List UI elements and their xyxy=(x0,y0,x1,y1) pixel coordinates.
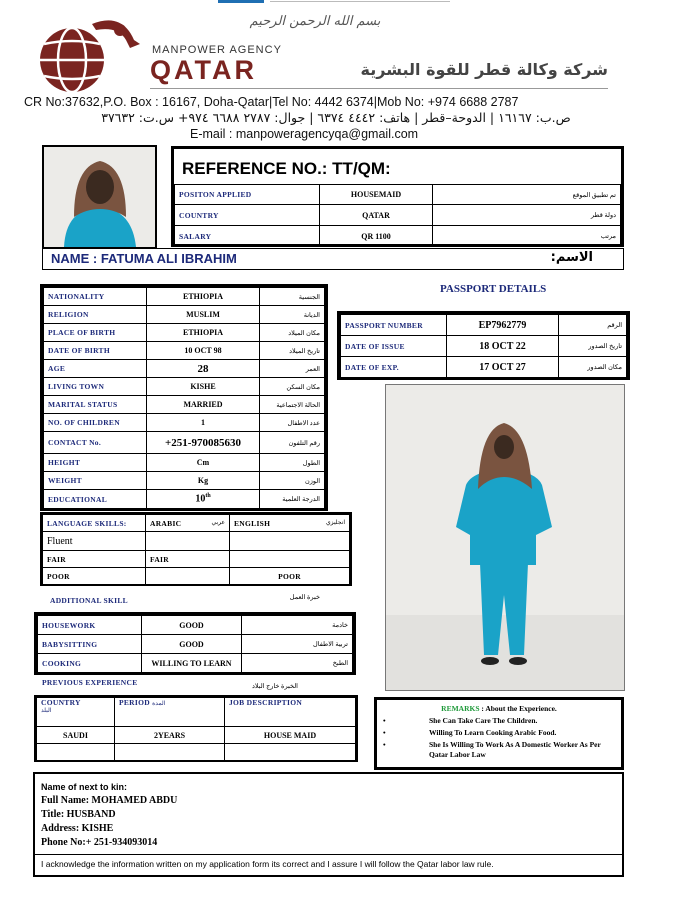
expiry-date-ar: مكان الصدور xyxy=(559,357,627,378)
babysitting-label: BABYSITTING xyxy=(38,635,142,654)
bullet-icon: • xyxy=(383,728,386,737)
poor-english-value: POOR xyxy=(230,568,350,585)
weight-label: WEIGHT xyxy=(44,472,147,490)
kin-relation: Title: HUSBAND xyxy=(41,809,116,820)
globe-logo-icon xyxy=(22,14,142,94)
children-value: 1 xyxy=(147,414,260,432)
remarks-item-text: She Can Take Care The Children. xyxy=(429,716,538,725)
fluent-arabic-cell xyxy=(146,532,230,551)
reference-table xyxy=(174,184,621,247)
kin-address: Address: KISHE xyxy=(41,823,114,834)
weight-ar: الوزن xyxy=(260,472,325,490)
candidate-name-ar: الاسم: xyxy=(550,250,593,265)
education-ar: الدرجة العلمية xyxy=(260,490,325,509)
arabic-header-en: ARABIC xyxy=(150,518,182,528)
children-ar: عدد الاطفال xyxy=(260,414,325,432)
period-col-en: PERIOD xyxy=(119,698,150,707)
salary-ar: مرتب xyxy=(433,226,621,247)
candidate-name: NAME : FATUMA ALI IBRAHIM xyxy=(51,251,237,266)
education-label: EDUCATIONAL xyxy=(44,490,147,509)
poor-arabic-cell xyxy=(146,568,230,585)
weight-value: Kg xyxy=(147,472,260,490)
fluent-english-cell xyxy=(230,532,350,551)
english-header xyxy=(230,515,350,532)
marital-status-ar: الحالة الاجتماعية xyxy=(260,396,325,414)
passport-box xyxy=(337,311,630,380)
additional-skill-title-ar: خبرة العمل xyxy=(289,594,320,601)
remarks-heading xyxy=(383,704,615,713)
previous-experience-table xyxy=(36,697,356,761)
name-bar xyxy=(42,248,624,270)
agency-small-name: MANPOWER AGENCY xyxy=(152,44,282,56)
empty-cell xyxy=(225,744,356,761)
expiry-date-label: DATE OF EXP. xyxy=(341,357,447,378)
cooking-ar: الطبخ xyxy=(242,654,353,673)
experience-job-value: HOUSE MAID xyxy=(225,727,356,744)
cooking-value: WILLING TO LEARN xyxy=(142,654,242,673)
nationality-ar: الجنسية xyxy=(260,288,325,306)
remarks-item xyxy=(383,716,615,726)
age-value: 28 xyxy=(147,360,260,378)
remarks-item-text: She Is Willing To Work As A Domestic Worker As Per Qatar Labor Law xyxy=(429,740,601,759)
issue-date-ar: تاريخ الصدور xyxy=(559,336,627,357)
marital-status-value: MARRIED xyxy=(147,396,260,414)
remarks-label-rest: : About the Experience. xyxy=(481,704,557,713)
place-of-birth-value: ETHIOPIA xyxy=(147,324,260,342)
remarks-list xyxy=(383,716,615,760)
job-col-header: JOB DESCRIPTION xyxy=(225,698,356,727)
religion-ar: الديانة xyxy=(260,306,325,324)
kin-full-name: Full Name: MOHAMED ABDU xyxy=(41,795,178,806)
living-town-label: LIVING TOWN xyxy=(44,378,147,396)
bismillah-calligraphy: بسم الله الرحمن الرحيم xyxy=(249,14,381,29)
babysitting-ar: تربية الاطفال xyxy=(242,635,353,654)
salary-label: SALARY xyxy=(175,226,320,247)
country-col-header xyxy=(37,698,115,727)
fair-arabic-value: FAIR xyxy=(146,551,230,568)
education-value xyxy=(147,490,260,509)
fair-label: FAIR xyxy=(43,551,146,568)
country-ar: دولة قطر xyxy=(433,205,621,226)
language-skills-label: LANGUAGE SKILLS: xyxy=(43,515,146,532)
nationality-label: NATIONALITY xyxy=(44,288,147,306)
nationality-value: ETHIOPIA xyxy=(147,288,260,306)
date-of-birth-ar: تاريخ الميلاد xyxy=(260,342,325,360)
contact-label: CONTACT No. xyxy=(44,432,147,454)
reference-box xyxy=(171,146,624,247)
top-accent-bar xyxy=(218,0,264,3)
language-table xyxy=(42,514,350,585)
experience-country-value: SAUDI xyxy=(37,727,115,744)
previous-experience-box xyxy=(34,695,358,762)
passport-table xyxy=(340,314,627,378)
english-header-ar: انجليزي xyxy=(325,519,345,526)
housework-ar: خادمة xyxy=(242,616,353,635)
period-col-ar: المدة xyxy=(152,701,166,707)
bullet-icon: • xyxy=(383,740,386,749)
top-thin-line xyxy=(270,1,450,2)
cooking-label: COOKING xyxy=(38,654,142,673)
reference-number-title: REFERENCE NO.: TT/QM: xyxy=(182,159,391,178)
kin-details xyxy=(41,780,177,850)
kin-phone: Phone No:+ 251-934093014 xyxy=(41,837,158,848)
education-suffix: th xyxy=(205,493,211,500)
living-town-ar: مكان السكن xyxy=(260,378,325,396)
height-value: Cm xyxy=(147,454,260,472)
additional-skill-table xyxy=(37,615,353,673)
country-col-ar: البلد xyxy=(41,708,52,714)
height-ar: الطول xyxy=(260,454,325,472)
babysitting-value: GOOD xyxy=(142,635,242,654)
english-header-en: ENGLISH xyxy=(234,518,271,528)
passport-number-value: EP7962779 xyxy=(447,315,559,336)
previous-experience-title: PREVIOUS EXPERIENCE xyxy=(42,678,138,687)
previous-experience-title-ar: الخبرة خارج البلاد xyxy=(251,683,298,690)
position-ar: تم تطبيق الموقع xyxy=(433,185,621,205)
bullet-icon: • xyxy=(383,716,386,725)
living-town-value: KISHE xyxy=(147,378,260,396)
personal-details-box xyxy=(40,284,328,511)
empty-cell xyxy=(37,744,115,761)
housework-value: GOOD xyxy=(142,616,242,635)
place-of-birth-ar: مكان الميلاد xyxy=(260,324,325,342)
education-number: 10 xyxy=(195,493,206,505)
age-label: AGE xyxy=(44,360,147,378)
period-col-header xyxy=(115,698,225,727)
salary-value: QR 1100 xyxy=(320,226,433,247)
country-label: COUNTRY xyxy=(175,205,320,226)
expiry-date-value: 17 OCT 27 xyxy=(447,357,559,378)
contact-value: +251-970085630 xyxy=(147,432,260,454)
marital-status-label: MARITAL STATUS xyxy=(44,396,147,414)
acknowledgement-text: I acknowledge the information written on my application form its correct and I assure I will follow the Qatar labor law rule. xyxy=(41,859,494,869)
email-line: E-mail : manpoweragencyqa@gmail.com xyxy=(190,127,419,141)
issue-date-label: DATE OF ISSUE xyxy=(341,336,447,357)
country-col-en: COUNTRY xyxy=(41,698,81,707)
agency-big-name: QATAR xyxy=(150,55,257,85)
place-of-birth-label: PLACE OF BIRTH xyxy=(44,324,147,342)
position-value: HOUSEMAID xyxy=(320,185,433,205)
arabic-header xyxy=(146,515,230,532)
passport-number-label: PASSPORT NUMBER xyxy=(341,315,447,336)
remarks-item xyxy=(383,728,615,738)
poor-label: POOR xyxy=(43,568,146,585)
religion-label: RELIGION xyxy=(44,306,147,324)
age-ar: العمر xyxy=(260,360,325,378)
passport-title: PASSPORT DETAILS xyxy=(440,283,547,295)
religion-value: MUSLIM xyxy=(147,306,260,324)
fair-english-cell xyxy=(230,551,350,568)
contact-line-ar: ص.ب: ١٦١٦٧ | الدوحة–قطر | هاتف: ٤٤٤٢ ٦٣٧٤ | جوال: ٢٧٨٧ ٦٦٨٨ ٩٧٤+ س.ت: ٣٧٦٣٢ xyxy=(101,110,571,125)
personal-details-table xyxy=(43,287,325,509)
contact-ar: رقم التلفون xyxy=(260,432,325,454)
height-label: HEIGHT xyxy=(44,454,147,472)
additional-skill-title: ADDITIONAL SKILL xyxy=(50,596,128,605)
country-value: QATAR xyxy=(320,205,433,226)
arabic-header-ar: عربي xyxy=(211,519,225,526)
candidate-portrait-photo xyxy=(42,145,157,249)
empty-cell xyxy=(115,744,225,761)
experience-period-value: 2YEARS xyxy=(115,727,225,744)
additional-skill-box xyxy=(34,612,356,675)
children-label: NO. OF CHILDREN xyxy=(44,414,147,432)
housework-label: HOUSEWORK xyxy=(38,616,142,635)
date-of-birth-value: 10 OCT 98 xyxy=(147,342,260,360)
contact-line-en: CR No:37632,P.O. Box : 16167, Doha-Qatar|Tel No: 4442 6374|Mob No: +974 6688 2787 xyxy=(24,95,519,109)
agency-arabic-name: شركة وكالة قطر للقوة البشرية xyxy=(360,60,608,79)
header-underline xyxy=(150,88,608,89)
passport-number-ar: الرقم xyxy=(559,315,627,336)
candidate-full-body-photo xyxy=(385,384,625,691)
language-skills-box xyxy=(40,512,352,586)
next-of-kin-box xyxy=(33,772,624,877)
kin-title: Name of next to kin: xyxy=(41,782,128,792)
remarks-box xyxy=(374,697,624,770)
issue-date-value: 18 OCT 22 xyxy=(447,336,559,357)
remarks-item xyxy=(383,740,615,760)
fluent-label: Fluent xyxy=(43,532,146,551)
remarks-item-text: Willing To Learn Cooking Arabic Food. xyxy=(429,728,557,737)
date-of-birth-label: DATE OF BIRTH xyxy=(44,342,147,360)
position-label: POSITON APPLIED xyxy=(175,185,320,205)
remarks-label: REMARKS xyxy=(441,704,480,713)
